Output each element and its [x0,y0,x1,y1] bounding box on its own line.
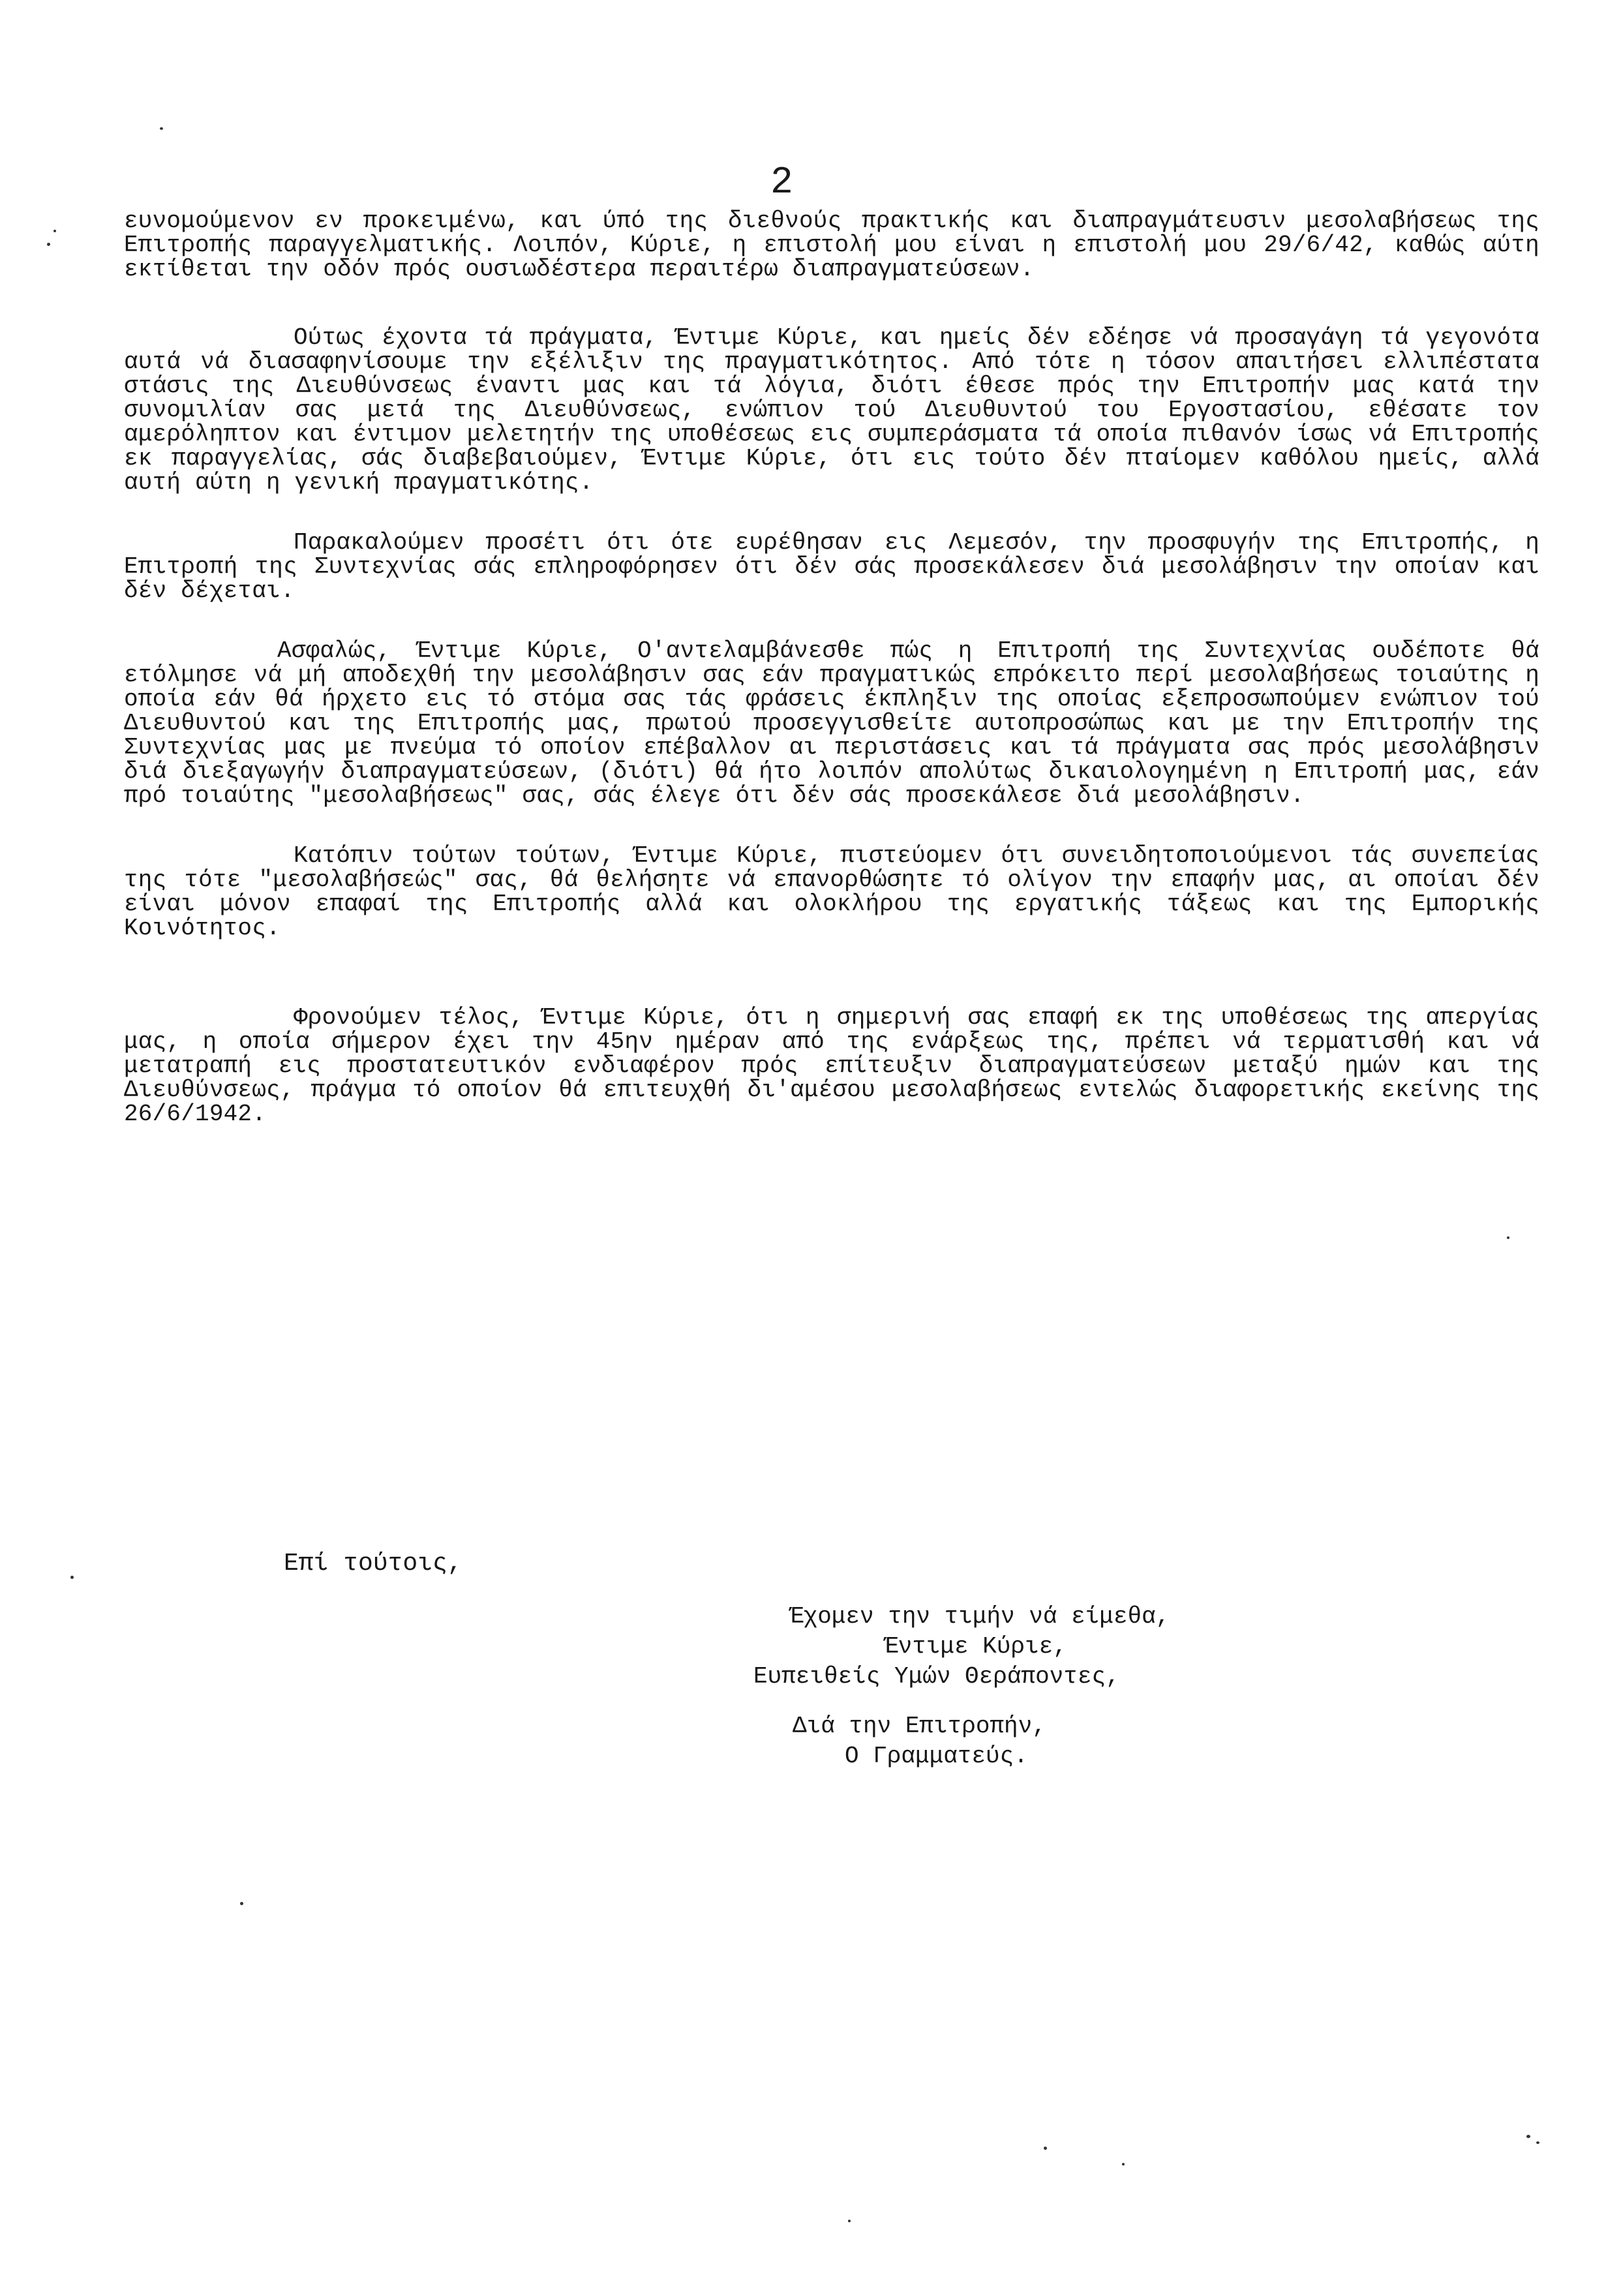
closing-phrase: Επί τούτοις, [284,1550,462,1578]
paragraph-3: Παρακαλούμεν προσέτι ότι ότε ευρέθησαν εις Λεμεσόν, την προσφυγήν της Επιτροπής, η Επιτροπή της Συντεχνίας σάς επληροφόρησεν ότι δέν σάς προσεκάλεσεν διά μεσολάβησιν την οποίαν και δέν δέχεται. [124,529,1539,604]
scan-speck [240,1902,243,1905]
signature-line-1: Έχομεν την τιμήν νά είμεθα, [789,1603,1170,1630]
signature-line-5: Ο Γραμματεύς. [845,1743,1028,1769]
paragraph-5: Κατόπιν τούτων τούτων, Έντιμε Κύριε, πιστεύομεν ότι συνειδητοποιούμενοι τάς συνεπείας της τότε "μεσολαβήσεώς" σας, θά θελήσητε νά επανορθώσητε τό ολίγον την επαφήν μας, αι οποίαι δέν είναι μόνον επαφαί της Επιτροπής αλλά και ολοκλήρου της εργατικής τάξεως και της Εμπορικής Κοινότητος. [124,842,1539,941]
scan-speck [1122,2163,1125,2166]
scan-speck [1507,1236,1509,1239]
scan-speck [848,2220,851,2222]
scan-speck [47,243,50,246]
signature-block [753,1602,1504,1771]
paragraph-2: Ούτως έχοντα τά πράγματα, Έντιμε Κύριε, και ημείς δέν εδέησε νά προσαγάγη τά γεγονότα αυτά νά διασαφηνίσουμε την εξέλιξιν της πραγματικότητος. Από τότε η τόσον απαιτήσει ελλιπέστατα στάσις της Διευθύνσεως έναντι μας και τά λόγια, διότι έθεσε πρός την Επιτροπήν μας κατά την συνομιλίαν σας μετά της Διευθύνσεως, ενώπιον τού Διευθυντού του Εργοστασίου, εθέσατε τον αμερόληπτον και έντιμον μελετητήν της υποθέσεως εις συμπεράσματα τά οποία πιθανόν ίσως νά Επιτροπής εκ παραγγελίας, σάς διαβεβαιούμεν, Έντιμε Κύριε, ότι εις τούτο δέν πταίομεν καθόλου ημείς, αλλά αυτή αύτη η γενική πραγματικότης. [124,324,1539,496]
signature-line-2: Έντιμε Κύριε, [884,1633,1067,1660]
page-number: 2 [770,162,793,204]
paragraph-1: ευνομούμενον εν προκειμένω, και ύπό της διεθνούς πρακτικής και διαπραγμάτευσιν μεσολαβήσεως της Επιτροπής παραγγελματικής. Λοιπόν, Κύριε, η επιστολή μου είναι η επιστολή μου 29/6/42, καθώς αύτη εκτίθεται την οδόν πρός ουσιωδέστερα περαιτέρω διαπραγματεύσεων. [124,207,1539,283]
paragraph-4: Ασφαλώς, Έντιμε Κύριε, Ο'αντελαμβάνεσθε πώς η Επιτροπή της Συντεχνίας ουδέποτε θά ετόλμησε νά μή αποδεχθή την μεσολάβησιν σας εάν πραγματικώς επρόκειτο περί μεσολαβήσεως τοιαύτης η οποία εάν θά ήρχετο εις τό στόμα σας τάς φράσεις έκπληξιν της οποίας εξεπροσωπούμεν ενώπιον τού Διευθυντού και της Επιτροπής μας, πρωτού προσεγγισθείτε αυτοπροσώπως και με την Επιτροπήν της Συντεχνίας μας με πνεύμα τό οποίον επέβαλλον αι περιστάσεις και τά πράγματα σας πρός μεσολάβησιν διά διεξαγωγήν διαπραγματεύσεων, (διότι) θά ήτο λοιπόν απολύτως δικαιολογημένη η Επιτροπή μας, εάν πρό τοιαύτης "μεσολαβήσεως" σας, σάς έλεγε ότι δέν σάς προσεκάλεσε διά μεσολάβησιν. [124,637,1539,809]
signature-line-4: Διά την Επιτροπήν, [793,1713,1046,1739]
scan-speck [53,230,56,232]
scan-speck [1526,2135,1530,2138]
signature-line-3: Ευπειθείς Υμών Θεράποντες, [753,1663,1120,1690]
scan-speck [160,127,163,130]
scan-speck [70,1576,74,1579]
scan-speck [1044,2147,1047,2150]
paragraph-6: Φρονούμεν τέλος, Έντιμε Κύριε, ότι η σημερινή σας επαφή εκ της υποθέσεως της απεργίας μας, η οποία σήμερον έχει την 45ην ημέραν από της ενάρξεως της, πρέπει νά τερματισθή και νά μετατραπή εις προστατευτικόν ενδιαφέρον πρός επίτευξιν διαπραγματεύσεων μεταξύ ημών και της Διευθύνσεως, πράγμα τό οποίον θά επιτευχθή δι'αμέσου μεσολαβήσεως εντελώς διαφορετικής εκείνης της 26/6/1942. [124,1004,1539,1127]
letter-body [124,209,1539,1126]
scan-speck [1536,2141,1539,2144]
